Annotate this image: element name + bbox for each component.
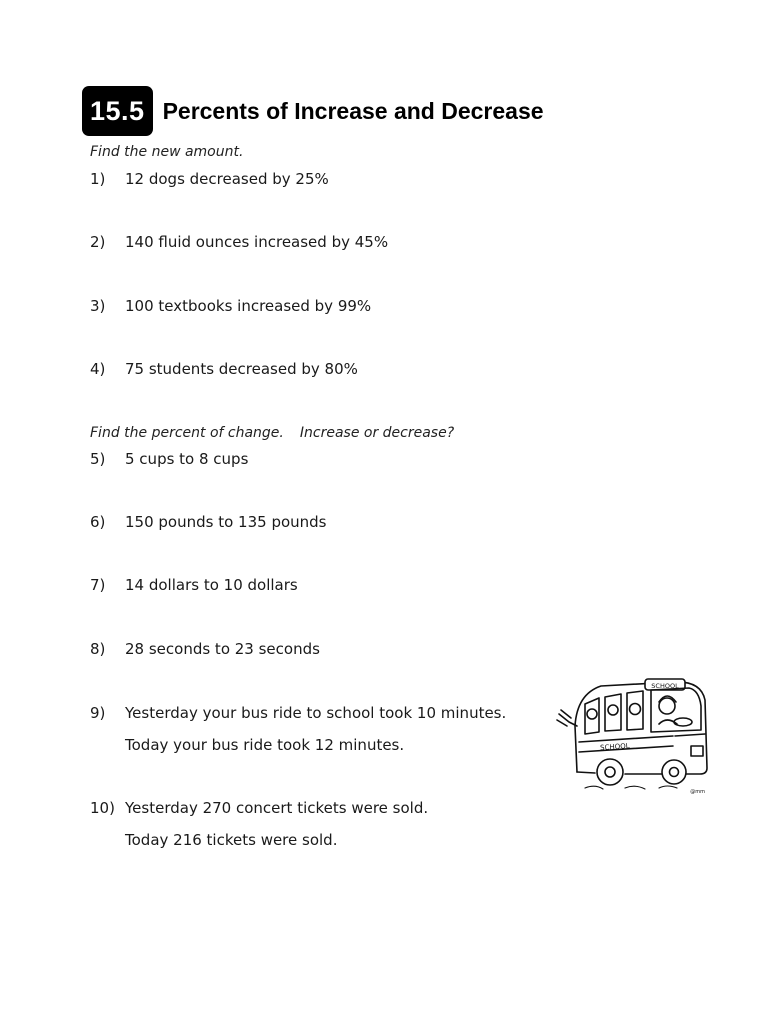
- instruction-find-new-amount: [90, 144, 243, 160]
- passenger-2-head: [608, 705, 618, 715]
- passenger-3-head: [630, 704, 641, 715]
- page-title: Percents of Increase and Decrease: [162, 97, 544, 124]
- problem-text: 150 pounds to 135 pounds: [125, 513, 327, 531]
- problem-text: 100 textbooks increased by 99%: [125, 297, 372, 315]
- bus-body-outline: [575, 682, 707, 774]
- ground-scribbles: [585, 786, 677, 789]
- bus-rear-wheel: [597, 759, 623, 785]
- problem-number: 5): [90, 450, 106, 468]
- bus-bottom-left: [577, 772, 595, 773]
- bus-roof-sign-text: SCHOOL: [651, 682, 679, 690]
- problem-text: 140 fluid ounces increased by 45%: [125, 233, 389, 251]
- problem-number: 1): [90, 170, 106, 188]
- problem-number: 6): [90, 513, 106, 531]
- problem-number: 2): [90, 233, 106, 251]
- problem-text: Yesterday 270 concert tickets were sold.: [125, 799, 429, 817]
- bus-window-2: [605, 694, 621, 731]
- problem-text: 5 cups to 8 cups: [125, 450, 249, 468]
- instruction-text: Find the new amount.: [90, 144, 244, 160]
- problem-number: 4): [90, 360, 106, 378]
- waving-hand: [557, 710, 577, 726]
- artist-signature: @mm: [690, 789, 705, 795]
- instruction-question: Increase or decrease?: [299, 425, 455, 441]
- problem-text: Yesterday your bus ride to school took 10 minutes.: [125, 704, 507, 722]
- bus-side-stripe-top: [579, 736, 673, 742]
- problem-number: 10): [90, 799, 115, 817]
- bus-hood-line: [675, 734, 705, 736]
- driver-head: [659, 698, 675, 714]
- instruction-text: Find the percent of change.: [90, 425, 284, 441]
- steering-wheel: [674, 718, 692, 726]
- passenger-1-head: [587, 709, 597, 719]
- problem-text-line2: Today 216 tickets were sold.: [125, 831, 338, 849]
- bus-front-wheel: [662, 760, 686, 784]
- problem-text: 28 seconds to 23 seconds: [125, 640, 320, 658]
- instruction-percent-of-change: [90, 425, 454, 441]
- problem-text: 75 students decreased by 80%: [125, 360, 358, 378]
- problem-text: 12 dogs decreased by 25%: [125, 170, 329, 188]
- problem-text-line2: Today your bus ride took 12 minutes.: [125, 736, 405, 754]
- problem-text: 14 dollars to 10 dollars: [125, 576, 298, 594]
- bus-headlight: [691, 746, 703, 756]
- problem-number: 3): [90, 297, 106, 315]
- problem-number: 9): [90, 704, 106, 722]
- section-header: [82, 86, 544, 136]
- problem-number: 7): [90, 576, 106, 594]
- school-bus-illustration: [555, 676, 715, 796]
- bus-side-text: SCHOOL: [599, 741, 630, 753]
- problem-number: 8): [90, 640, 106, 658]
- section-number-badge: 15.5: [82, 86, 153, 136]
